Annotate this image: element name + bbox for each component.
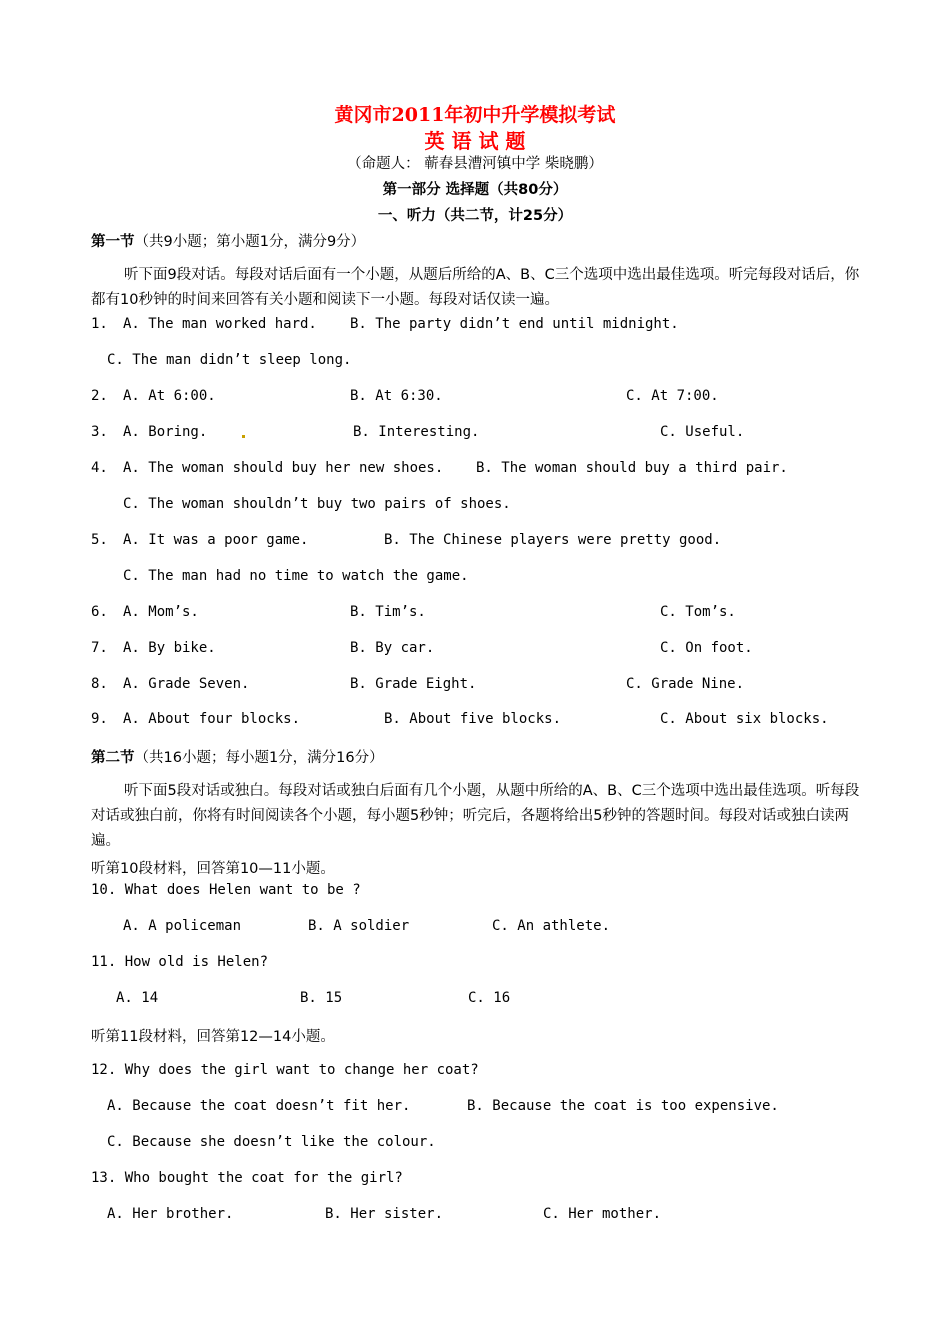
q13-option-a: A. Her brother.: [107, 1206, 234, 1222]
section-b-heading: [91, 746, 384, 767]
q3-option-a: A. Boring.: [123, 424, 208, 440]
q2-number: 2.: [91, 388, 108, 404]
stray-dot-mark: [242, 435, 245, 438]
q11-option-a: A. 14: [116, 990, 159, 1006]
q5-option-a: A. It was a poor game.: [123, 532, 309, 548]
q2-option-b: B. At 6:30.: [350, 388, 443, 404]
q3-option-c: C. Useful.: [660, 424, 745, 440]
q5-option-b: B. The Chinese players were pretty good.: [384, 532, 722, 548]
q9-option-a: A. About four blocks.: [123, 711, 301, 727]
q7-option-a: A. By bike.: [123, 640, 216, 656]
section-b-desc: （共16小题；每小题1分，满分16分）: [134, 750, 384, 766]
q10-stem: 10. What does Helen want to be ?: [91, 882, 361, 898]
q8-option-b: B. Grade Eight.: [350, 676, 477, 692]
q8-option-a: A. Grade Seven.: [123, 676, 250, 692]
exam-subtitle: 英 语 试 题: [424, 129, 526, 153]
q9-option-b: B. About five blocks.: [384, 711, 562, 727]
q8-number: 8.: [91, 676, 108, 692]
exam-title: 黄冈市2011年初中升学模拟考试: [334, 104, 616, 126]
part-heading: 第一部分 选择题（共80分）: [382, 182, 568, 198]
q10-option-b: B. A soldier: [308, 918, 410, 934]
q9-number: 9.: [91, 711, 108, 727]
q12-option-c: C. Because she doesn’t like the colour.: [107, 1134, 436, 1150]
section-a-heading: [91, 230, 365, 251]
q13-option-b: B. Her sister.: [325, 1206, 444, 1222]
q11-option-b: B. 15: [300, 990, 343, 1006]
q7-option-b: B. By car.: [350, 640, 435, 656]
q3-option-b: B. Interesting.: [353, 424, 480, 440]
q6-option-a: A. Mom’s.: [123, 604, 199, 620]
q13-stem: 13. Who bought the coat for the girl?: [91, 1170, 403, 1186]
q11-stem: 11. How old is Helen?: [91, 954, 269, 970]
q8-option-c: C. Grade Nine.: [626, 676, 745, 692]
q12-option-b: B. Because the coat is too expensive.: [467, 1098, 779, 1114]
q13-option-c: C. Her mother.: [543, 1206, 662, 1222]
q5-option-c: C. The man had no time to watch the game.: [123, 568, 469, 584]
section-b-label: 第二节: [91, 750, 135, 766]
q7-option-c: C. On foot.: [660, 640, 753, 656]
q1-option-a: A. The man worked hard.: [123, 316, 317, 332]
q2-option-c: C. At 7:00.: [626, 388, 719, 404]
q4-number: 4.: [91, 460, 108, 476]
q12-stem: 12. Why does the girl want to change her coat?: [91, 1062, 479, 1078]
q1-number: 1.: [91, 316, 108, 332]
q4-option-c: C. The woman shouldn’t buy two pairs of shoes.: [123, 496, 511, 512]
q4-option-a: A. The woman should buy her new shoes.: [123, 460, 444, 476]
q6-option-c: C. Tom’s.: [660, 604, 736, 620]
q6-number: 6.: [91, 604, 108, 620]
q9-option-c: C. About six blocks.: [660, 711, 829, 727]
section-heading: 一、听力（共二节，计25分）: [377, 208, 573, 224]
q7-number: 7.: [91, 640, 108, 656]
q10-option-a: A. A policeman: [123, 918, 242, 934]
section-a-desc: （共9小题；第小题1分，满分9分）: [134, 234, 366, 250]
material-10-heading: 听第10段材料，回答第10—11小题。: [91, 861, 335, 877]
q2-option-a: A. At 6:00.: [123, 388, 216, 404]
section-a-instructions: 听下面9段对话。每段对话后面有一个小题，从题后所给的A、B、C三个选项中选出最佳选项。听完每段对话后，你都有10秒钟的时间来回答有关小题和阅读下一小题。每段对话仅读一遍。: [91, 267, 860, 308]
q12-option-a: A. Because the coat doesn’t fit her.: [107, 1098, 411, 1114]
q1-option-b: B. The party didn’t end until midnight.: [350, 316, 679, 332]
q4-option-b: B. The woman should buy a third pair.: [476, 460, 788, 476]
q1-option-c: C. The man didn’t sleep long.: [107, 352, 352, 368]
q5-number: 5.: [91, 532, 108, 548]
q6-option-b: B. Tim’s.: [350, 604, 426, 620]
material-11-heading: 听第11段材料，回答第12—14小题。: [91, 1029, 335, 1045]
q11-option-c: C. 16: [468, 990, 511, 1006]
q10-option-c: C. An athlete.: [492, 918, 611, 934]
section-b-instructions: 听下面5段对话或独白。每段对话或独白后面有几个小题，从题中所给的A、B、C三个选项中选出最佳选项。听每段对话或独白前，你将有时间阅读各个小题，每小题5秒钟；听完后，各题将给出5秒钟的答题时间。每段对话或独白读两遍。: [91, 783, 860, 849]
q3-number: 3.: [91, 424, 108, 440]
author-line: （命题人： 蕲春县漕河镇中学 柴晓鹏）: [347, 156, 603, 172]
section-a-label: 第一节: [91, 234, 135, 250]
